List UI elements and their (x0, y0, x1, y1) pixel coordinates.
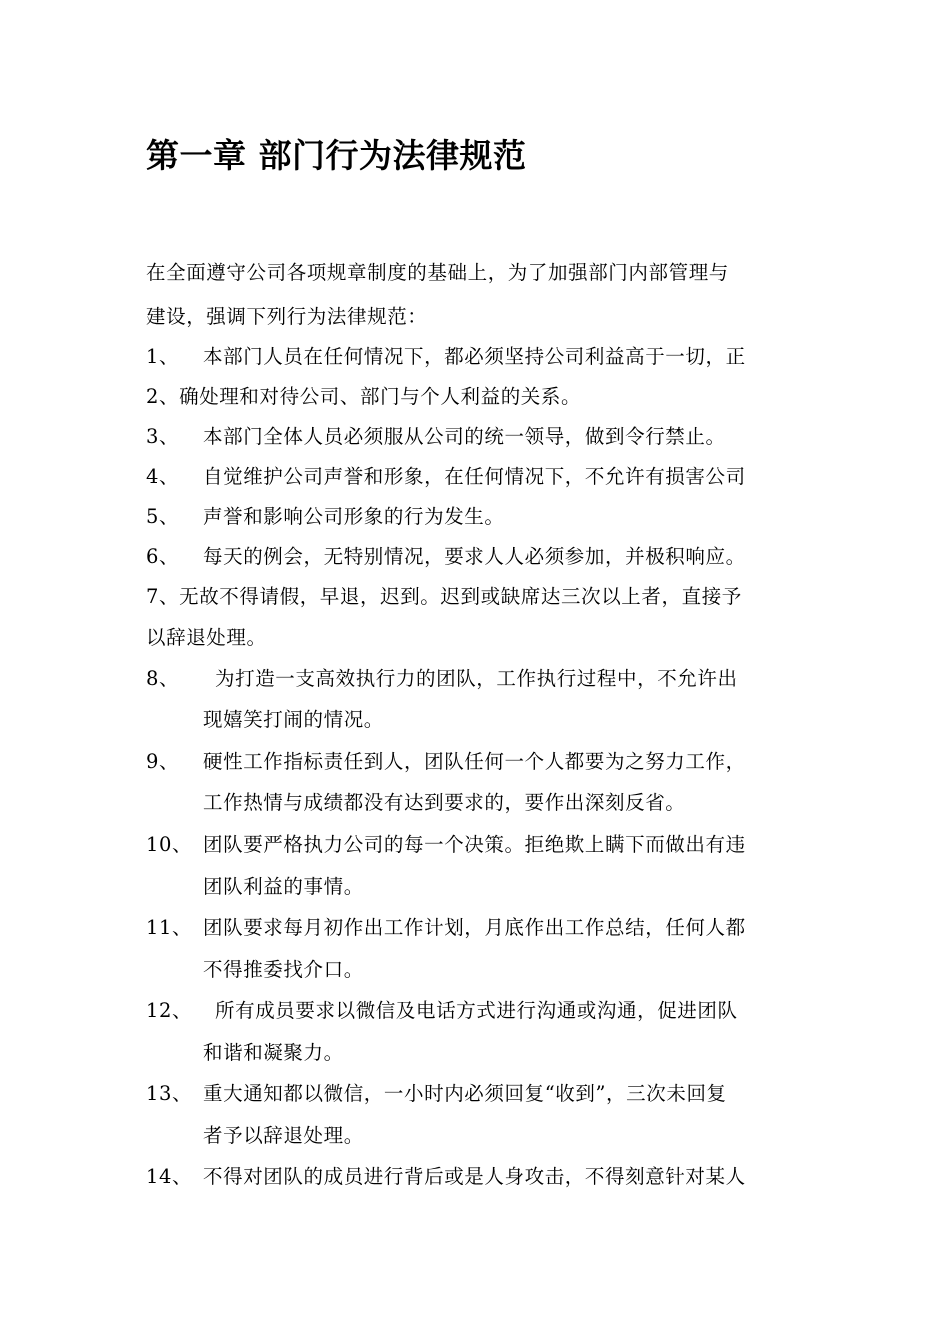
item-text: 确处理和对待公司、部门与个人利益的关系。 (179, 385, 582, 408)
list-item (146, 748, 746, 776)
list-item (146, 383, 581, 411)
item-number: 14、 (146, 1165, 193, 1188)
list-item-continuation (146, 624, 267, 652)
item-text: 本部门人员在任何情况下，都必须坚持公司利益高于一切，正 (203, 345, 746, 368)
item-number: 9、 (146, 750, 180, 773)
list-item (146, 665, 738, 693)
item-text: 现嬉笑打闹的情况。 (203, 708, 384, 731)
item-text: 本部门全体人员必须服从公司的统一领导，做到令行禁止。 (203, 425, 726, 448)
item-text: 硬性工作指标责任到人，团队任何一个人都要为之努力工作， (203, 750, 746, 773)
item-text: 为打造一支高效执行力的团队，工作执行过程中，不允许出 (215, 667, 738, 690)
item-text: 以辞退处理。 (146, 626, 267, 649)
list-item-continuation (203, 873, 364, 901)
item-number: 6、 (146, 545, 180, 568)
list-item-continuation (203, 1122, 364, 1150)
item-number: 2、 (146, 385, 180, 408)
item-number: 3、 (146, 425, 180, 448)
list-item (146, 463, 746, 491)
list-item (146, 831, 746, 859)
item-number: 12、 (146, 999, 193, 1022)
item-text: 团队要严格执力公司的每一个决策。拒绝欺上瞒下而做出有违 (203, 833, 746, 856)
item-text: 每天的例会，无特别情况，要求人人必须参加，并极积响应。 (203, 545, 746, 568)
item-text: 者予以辞退处理。 (203, 1124, 364, 1147)
list-item (146, 914, 746, 942)
list-item (146, 343, 746, 371)
list-item-continuation (203, 1039, 344, 1067)
intro-paragraph-line: 建设，强调下列行为法律规范： (146, 305, 428, 328)
intro-paragraph-line: 在全面遵守公司各项规章制度的基础上，为了加强部门内部管理与 (146, 261, 729, 284)
item-text: 无故不得请假，早退，迟到。迟到或缺席达三次以上者，直接予 (179, 585, 742, 608)
item-number: 13、 (146, 1082, 193, 1105)
list-item-continuation (203, 789, 685, 817)
item-text: 不得推委找介口。 (203, 958, 364, 981)
list-item (146, 1163, 746, 1191)
item-text: 所有成员要求以微信及电话方式进行沟通或沟通，促进团队 (215, 999, 738, 1022)
chapter-title: 第一章 部门行为法律规范 (146, 136, 527, 175)
item-number: 7、 (146, 585, 180, 608)
item-number: 8、 (146, 667, 180, 690)
list-item (146, 503, 505, 531)
item-number: 5、 (146, 505, 180, 528)
item-text: 声誉和影响公司形象的行为发生。 (203, 505, 505, 528)
list-item (146, 1080, 727, 1108)
list-item (146, 423, 726, 451)
item-text: 团队利益的事情。 (203, 875, 364, 898)
item-number: 1、 (146, 345, 180, 368)
item-text: 工作热情与成绩都没有达到要求的，要作出深刻反省。 (203, 791, 686, 814)
item-text: 不得对团队的成员进行背后或是人身攻击，不得刻意针对某人 (203, 1165, 746, 1188)
item-number: 11、 (146, 916, 193, 939)
list-item (146, 543, 746, 571)
list-item-continuation (203, 706, 384, 734)
item-text: 重大通知都以微信，一小时内必须回复“收到”，三次未回复 (203, 1082, 727, 1105)
item-text: 和谐和凝聚力。 (203, 1041, 344, 1064)
item-text: 自觉维护公司声誉和形象，在任何情况下，不允许有损害公司 (203, 465, 746, 488)
list-item (146, 997, 738, 1025)
item-text: 团队要求每月初作出工作计划，月底作出工作总结，任何人都 (203, 916, 746, 939)
list-item-continuation (203, 956, 364, 984)
list-item (146, 583, 742, 611)
item-number: 10、 (146, 833, 193, 856)
item-number: 4、 (146, 465, 180, 488)
